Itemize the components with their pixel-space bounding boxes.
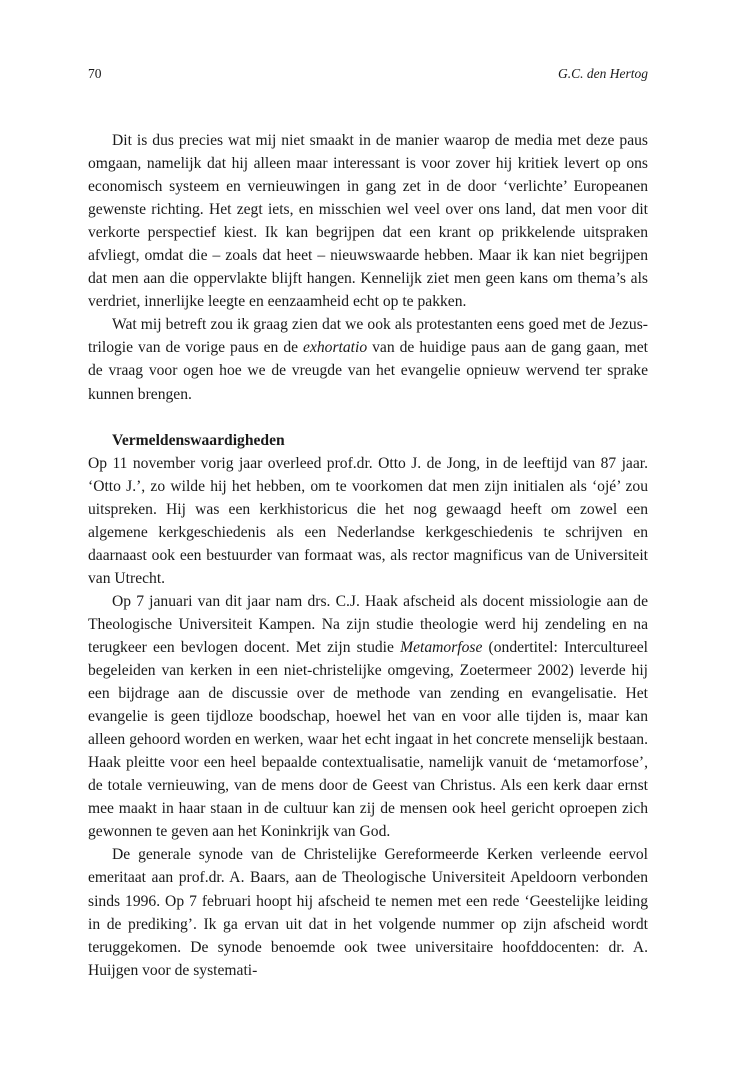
article-body (88, 129, 648, 982)
paragraph-text: Wat mij betreft zou ik graag zien dat we ook als protestanten eens goed met de Jezus-trilogie van de vorige paus en de (88, 316, 648, 357)
italic-title-metamorfose: Metamorfose (400, 638, 483, 656)
italic-term-exhortatio: exhortatio (303, 339, 368, 357)
page-header (88, 66, 648, 86)
running-head-author: G.C. den Hertog (558, 66, 648, 81)
paragraph-media-criticism: Dit is dus precies wat mij niet smaakt in de manier waarop de media met deze paus omgaan, namelijk dat hij alleen maar interessant is voor zover hij kritiek levert op ons economisch systeem en vernieuwingen in gang zet in de door ‘verlichte’ Europeanen gewenste richting. Het zegt iets, en misschien wel veel over ons land, dat men voor dit verkorte perspectief kiest. Ik kan begrijpen dat een krant op prikkelende uitspraken afvliegt, omdat die – zoals dat heet – nieuwswaarde hebben. Maar ik kan niet begrijpen dat men aan die oppervlakte blijft hangen. Kennelijk ziet men geen kans om thema’s als verdriet, innerlijke leegte en eenzaamheid echt op te pakken. (88, 132, 648, 311)
paragraph-text: Op 7 januari van dit jaar nam drs. C.J. Haak afscheid als docent missiologie aan de Theologische Universiteit Kampen. Na zijn studie theologie werd hij zendeling en na terugkeer een bevlogen docent. Met zijn studie (88, 592, 648, 656)
page-number: 70 (88, 66, 102, 81)
paragraph-text: (ondertitel: Intercultureel begeleiden van kerken in een niet-christelijke omgeving, Zoetermeer 2002) leverde hij een bijdrage aan de discussie over de methode van zending en evangelisatie. Het evangelie is geen tijdloze boodschap, hoewel het van en voor alle tijden is, maar kan alleen gehoord worden en werken, waar het echt ingaat in het concrete menselijk bestaan. Haak pleitte voor een heel bepaalde contextualisatie, namelijk vanuit de ‘metamorfose’, de totale vernieuwing, van de mens door de Geest van Christus. Als een kerk daar ernst mee maakt in haar staan in de cultuur kan zij de mensen ook heel gericht oproepen zich gewonnen te geven aan het Koninkrijk van God. (88, 638, 648, 841)
paragraph-synode: De generale synode van de Christelijke Gereformeerde Kerken verleende eervol emeritaat aan prof.dr. A. Baars, aan de Theologische Universiteit Apeldoorn verbonden sinds 1996. Op 7 februari hoopt hij afscheid te nemen met een rede ‘Geestelijke leiding in de prediking’. Ik ga ervan uit dat in het volgende nummer op zijn afscheid wordt teruggekomen. De synode benoemde ook twee universitaire hoofddocenten: dr. A. Huijgen voor de systemati- (88, 846, 648, 979)
paragraph-de-jong: Op 11 november vorig jaar overleed prof.dr. Otto J. de Jong, in de leeftijd van 87 jaar. ‘Otto J.’, zo wilde hij het hebben, om te voorkomen dat men zijn initialen als ‘ojé’ zou uitspreken. Hij was een kerkhistoricus die het nog gewaagd heeft om zowel een algemene kerkgeschiedenis als een Nederlandse kerkgeschiedenis te schrijven en daarnaast ook een bestuurder van formaat was, als rector magnificus van de Universiteit van Utrecht. (88, 454, 648, 587)
paragraph-protestants (88, 313, 648, 405)
paragraph-haak (88, 590, 648, 844)
section-heading: Vermeldenswaardigheden (112, 431, 285, 449)
paragraph-text: van de huidige paus aan de gang gaan, met de vraag voor ogen hoe we de vreugde van het evangelie opnieuw wervend ter sprake kunnen brengen. (88, 339, 648, 403)
